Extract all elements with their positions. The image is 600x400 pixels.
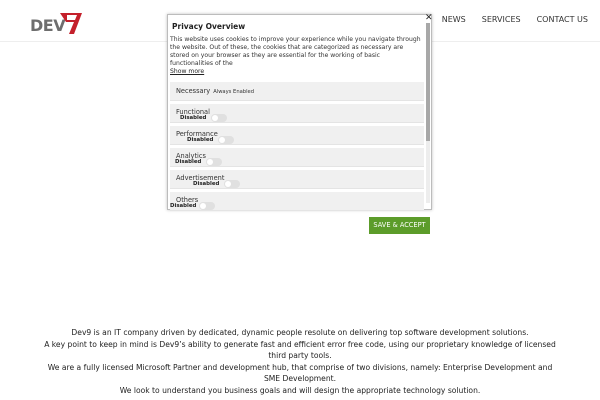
category-necessary[interactable]	[170, 82, 424, 101]
nav-item-services[interactable]: SERVICES	[481, 15, 521, 24]
modal-title: Privacy Overview	[172, 22, 246, 31]
toggle-analytics[interactable]	[206, 158, 222, 166]
logo-nine-mark	[58, 10, 84, 36]
category-performance[interactable]	[170, 126, 424, 145]
category-name	[176, 87, 254, 95]
privacy-overview-modal	[167, 14, 432, 210]
about-paragraph: We are a fully licensed Microsoft Partner and development hub, that comprise of two divisions, namely: Enterprise Development and SME Development.	[47, 362, 553, 383]
category-analytics[interactable]	[170, 148, 424, 167]
nav-item-contact-us[interactable]: CONTACT US	[536, 15, 588, 24]
category-name-text: Functional	[176, 108, 210, 116]
toggle-performance[interactable]	[218, 136, 234, 144]
toggle-knob	[225, 181, 231, 187]
category-status: Disabled	[193, 181, 220, 187]
toggle-advertisement[interactable]	[224, 180, 240, 188]
main-nav	[407, 15, 588, 24]
category-status: Disabled	[175, 159, 202, 165]
category-name-text: Others	[176, 196, 199, 204]
always-enabled-label: Always Enabled	[213, 89, 254, 95]
nav-item-news[interactable]: NEWS	[441, 15, 466, 24]
about-paragraph: We look to understand you business goals and will design the appropriate technology solution.	[119, 385, 481, 395]
toggle-knob	[207, 159, 213, 165]
category-functional[interactable]	[170, 104, 424, 123]
toggle-knob	[200, 203, 206, 209]
modal-scrollbar-thumb[interactable]	[426, 23, 430, 141]
about-paragraph: A key point to keep in mind is Dev9’s ability to generate fast and efficient error free code, using our proprietary knowledge of licensed third party tools.	[44, 339, 556, 360]
category-name-text: Performance	[176, 130, 218, 138]
toggle-knob	[219, 137, 225, 143]
category-name-text: Analytics	[176, 152, 206, 160]
category-status: Disabled	[180, 115, 207, 121]
close-icon[interactable]: ✕	[425, 13, 433, 23]
logo-text: DEV	[30, 16, 66, 35]
category-status: Disabled	[187, 137, 214, 143]
save-and-accept-button[interactable]: SAVE & ACCEPT	[369, 217, 430, 234]
category-name-text: Advertisement	[176, 174, 225, 182]
about-paragraph: Dev9 is an IT company driven by dedicated, dynamic people resolute on delivering top software development solutions.	[71, 328, 529, 337]
toggle-knob	[212, 115, 218, 121]
category-name-text: Necessary	[176, 87, 211, 95]
toggle-others[interactable]	[199, 202, 215, 210]
show-more-link[interactable]: Show more	[170, 68, 205, 75]
dev9-logo[interactable]	[30, 10, 86, 36]
privacy-description: This website uses cookies to improve your experience while you navigate through the website. Out of these, the cookies that are categorized as necessary are stored on your browser as they are essential for the working of basic functionalities of the	[170, 36, 421, 67]
about-section	[40, 327, 560, 396]
category-status: Disabled	[170, 203, 197, 209]
toggle-functional[interactable]	[211, 114, 227, 122]
category-others[interactable]	[170, 192, 424, 211]
category-advertisement[interactable]	[170, 170, 424, 189]
